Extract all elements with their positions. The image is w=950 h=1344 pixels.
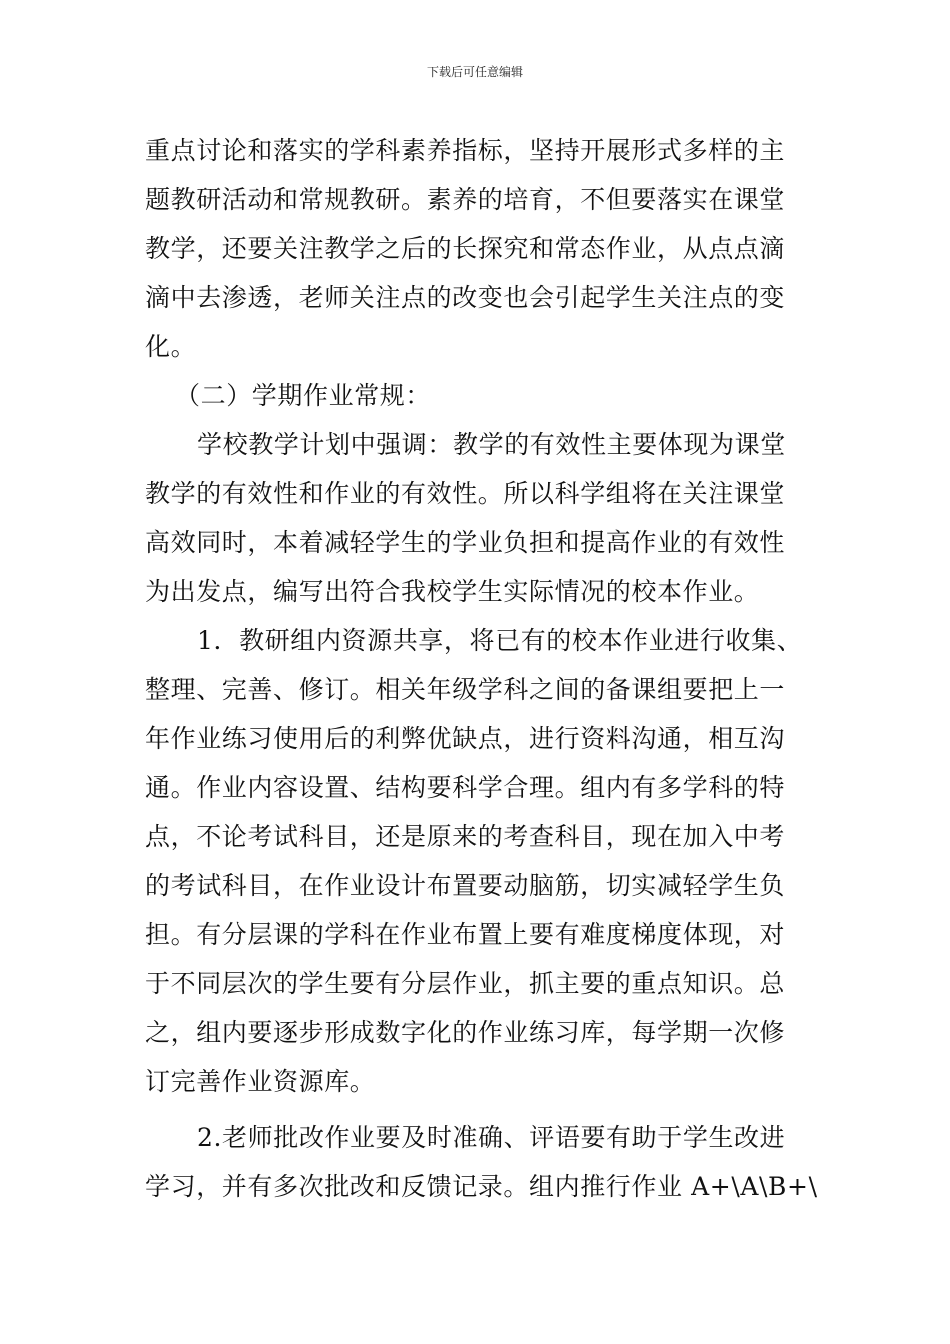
page-header: 下载后可任意编辑 <box>426 65 523 79</box>
section-heading <box>145 371 807 420</box>
text-line: 点，不论考试科目，还是原来的考查科目，现在加入中考 <box>145 822 786 851</box>
text-line: 滴中去渗透，老师关注点的改变也会引起学生关注点的变 <box>145 283 786 312</box>
text-line: 的考试科目，在作业设计布置要动脑筋，切实减轻学生负 <box>145 871 786 900</box>
text-line: 订完善作业资源库。 <box>145 1067 376 1096</box>
paragraph-teaching-plan <box>145 420 807 616</box>
paragraph-item-1 <box>145 616 807 1106</box>
text-line: 2.老师批改作业要及时准确、评语要有助于学生改进 <box>197 1123 786 1152</box>
text-line: 教学，还要关注教学之后的长探究和常态作业，从点点滴 <box>145 234 786 263</box>
section-heading-text: （二）学期作业常规： <box>175 381 432 410</box>
text-line: 重点讨论和落实的学科素养指标，坚持开展形式多样的主 <box>145 136 786 165</box>
text-line: 年作业练习使用后的利弊优缺点，进行资料沟通，相互沟 <box>145 724 786 753</box>
text-line: 题教研活动和常规教研。素养的培育，不但要落实在课堂 <box>145 185 786 214</box>
text-line: 之，组内要逐步形成数字化的作业练习库，每学期一次修 <box>145 1018 786 1047</box>
text-line: 1．教研组内资源共享，将已有的校本作业进行收集、 <box>197 626 803 655</box>
paragraph-literacy <box>145 126 807 371</box>
text-line: 学校教学计划中强调：教学的有效性主要体现为课堂 <box>197 430 786 459</box>
text-line: 高效同时，本着减轻学生的学业负担和提高作业的有效性 <box>145 528 786 557</box>
text-line: 于不同层次的学生要有分层作业，抓主要的重点知识。总 <box>145 969 786 998</box>
text-line: 通。作业内容设置、结构要科学合理。组内有多学科的特 <box>145 773 786 802</box>
text-line: 担。有分层课的学科在作业布置上要有难度梯度体现，对 <box>145 920 786 949</box>
paragraph-gap <box>145 1106 807 1113</box>
text-line: 学习，并有多次批改和反馈记录。组内推行作业 A+\A\B+\ <box>145 1172 818 1201</box>
text-line: 整理、完善、修订。相关年级学科之间的备课组要把上一 <box>145 675 786 704</box>
text-line: 教学的有效性和作业的有效性。所以科学组将在关注课堂 <box>145 479 786 508</box>
document-body <box>145 126 818 1211</box>
text-line: 为出发点，编写出符合我校学生实际情况的校本作业。 <box>145 577 760 606</box>
paragraph-item-2 <box>145 1113 818 1211</box>
text-line: 化。 <box>145 332 197 361</box>
